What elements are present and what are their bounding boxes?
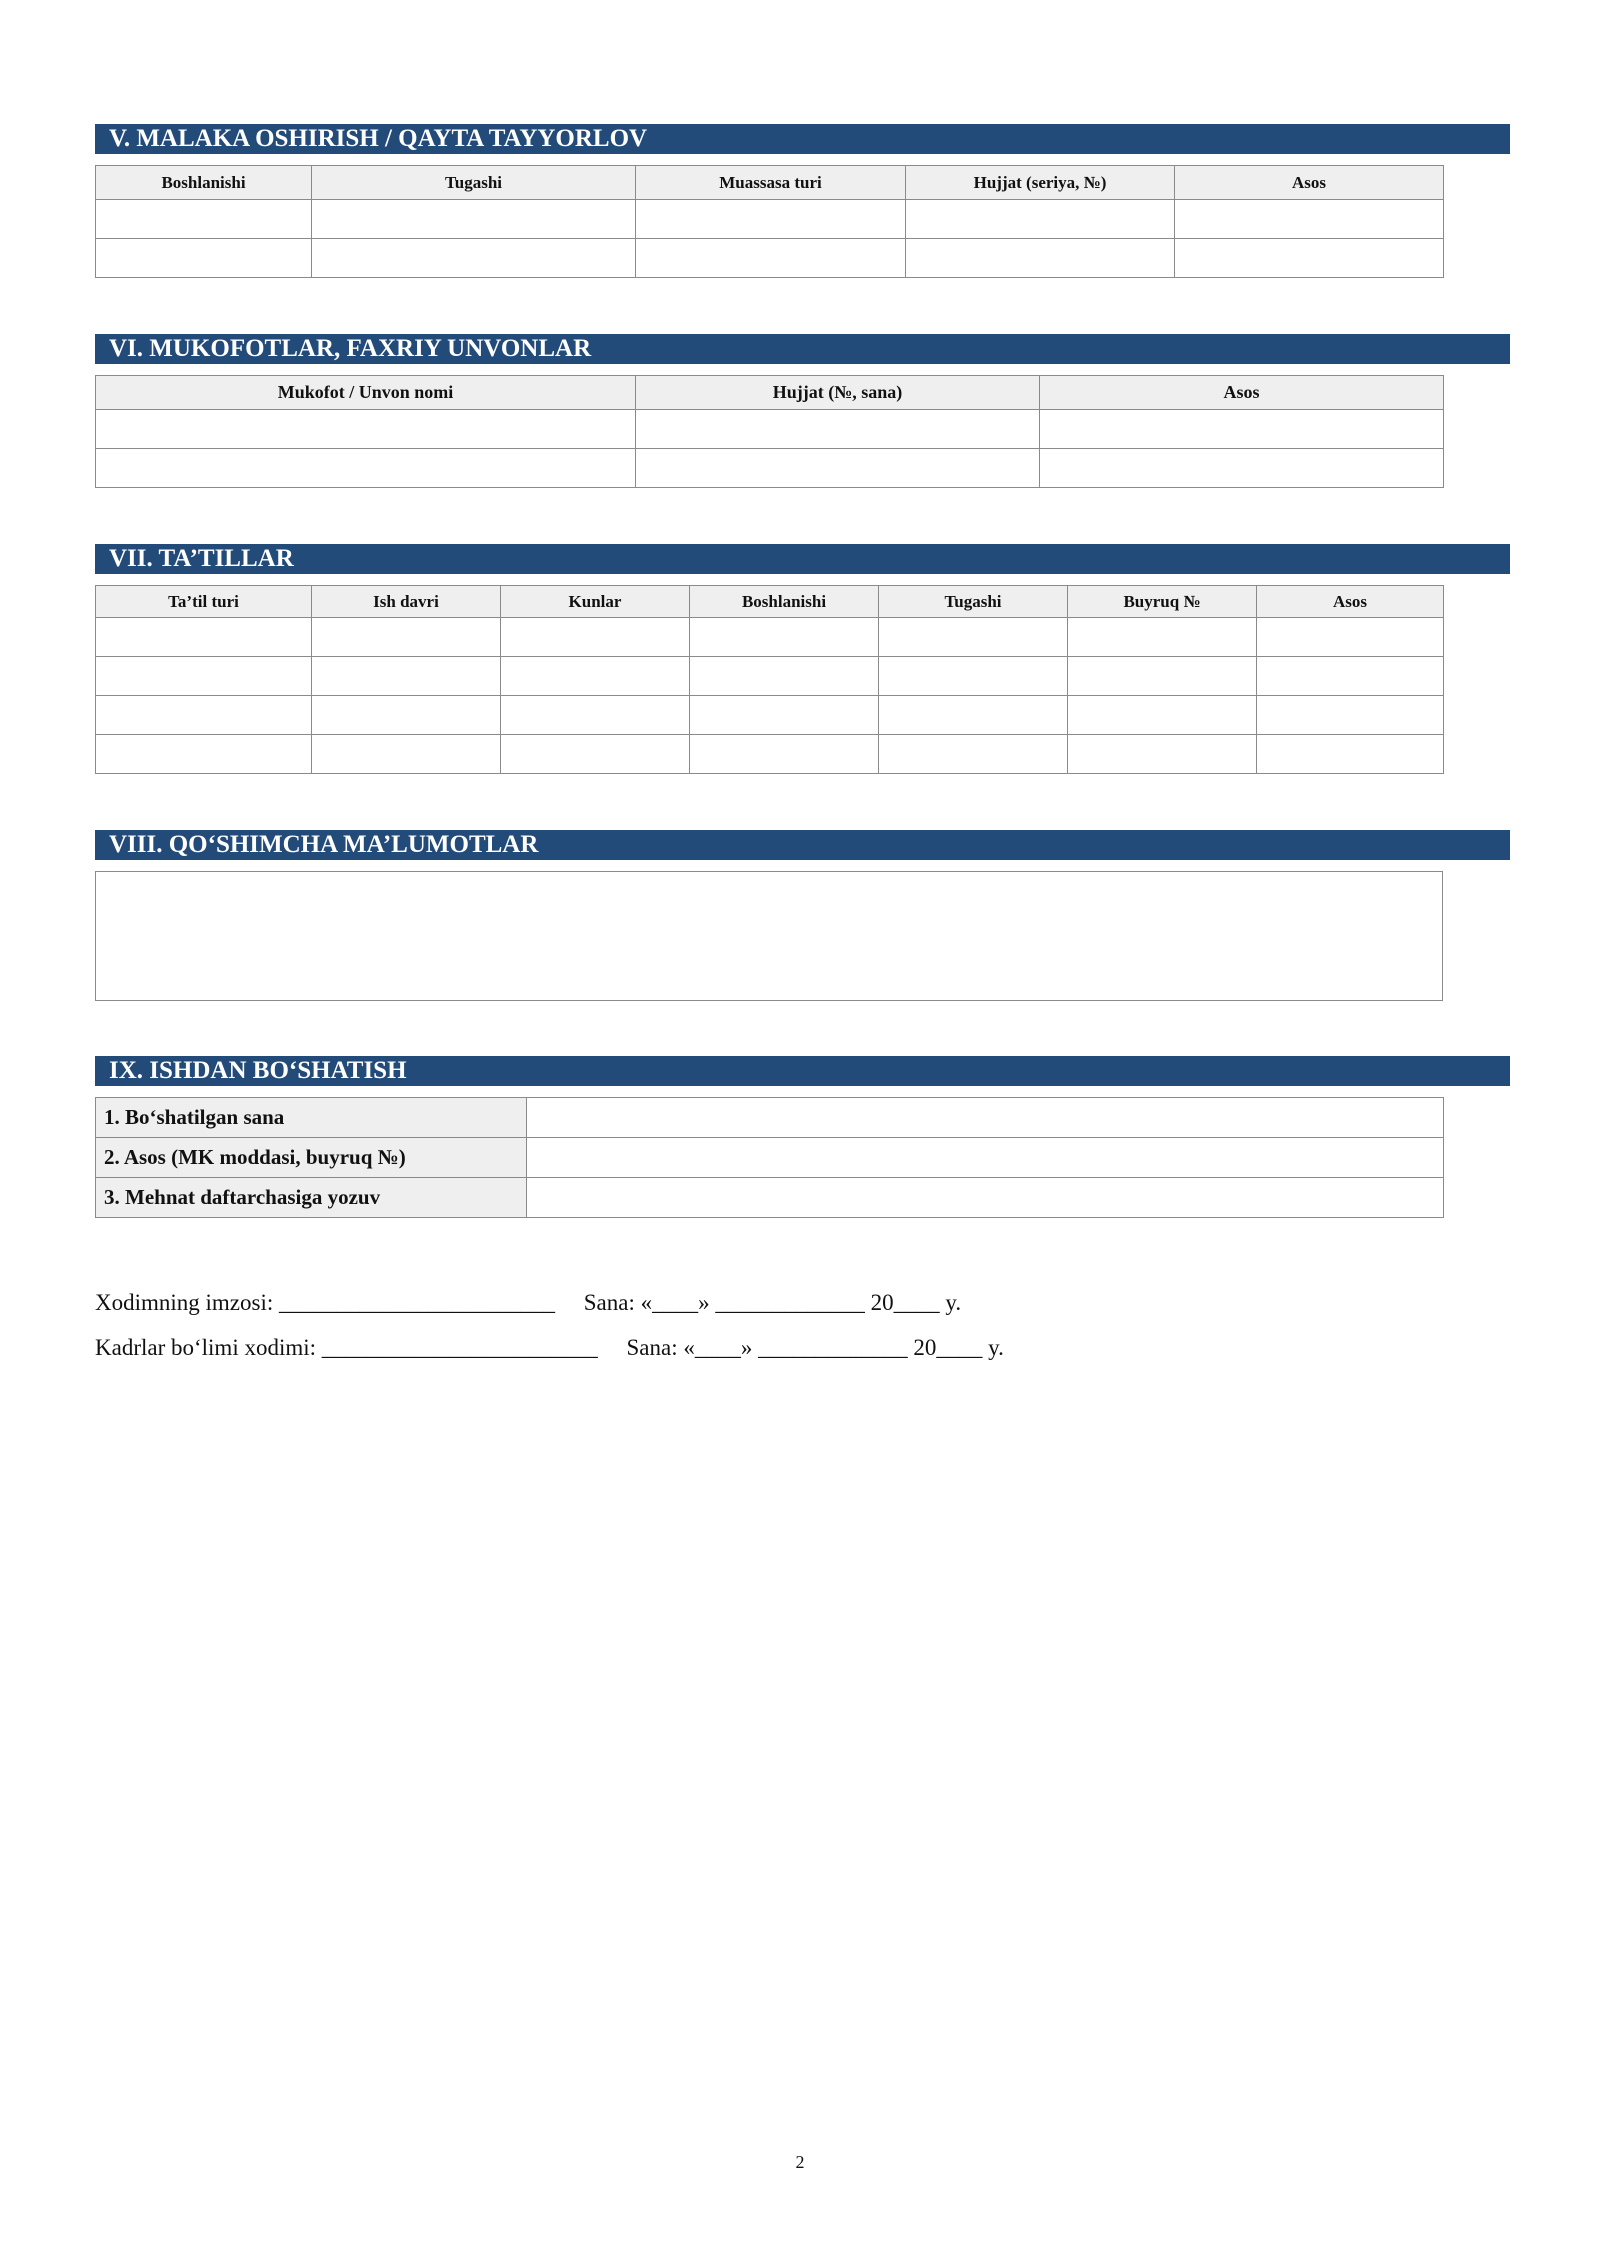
table-cell[interactable]: [636, 200, 906, 239]
column-header-document: Hujjat (seriya, №): [906, 166, 1175, 200]
table-row: [96, 657, 1444, 696]
table-cell[interactable]: [1068, 657, 1257, 696]
table-cell[interactable]: [1175, 239, 1444, 278]
table-cell[interactable]: [906, 239, 1175, 278]
dismissal-date-label: 1. Bo‘shatilgan sana: [96, 1098, 527, 1138]
page-number: 2: [795, 2152, 805, 2172]
table-cell[interactable]: [1175, 200, 1444, 239]
table-cell[interactable]: [96, 239, 312, 278]
dismissal-table: [95, 1097, 1444, 1218]
table-cell[interactable]: [906, 200, 1175, 239]
table-cell[interactable]: [312, 735, 501, 774]
table-cell[interactable]: [690, 618, 879, 657]
additional-info-box[interactable]: [95, 871, 1443, 1001]
section-title-training: V. MALAKA OSHIRISH / QAYTA TAYYORLOV: [95, 124, 1510, 154]
table-row: [96, 618, 1444, 657]
table-cell[interactable]: [690, 735, 879, 774]
column-header-days: Kunlar: [501, 586, 690, 618]
column-header-end: Tugashi: [312, 166, 636, 200]
table-cell[interactable]: [96, 618, 312, 657]
table-cell[interactable]: [96, 449, 636, 488]
section-title-additional-info: VIII. QO‘SHIMCHA MA’LUMOTLAR: [95, 830, 1510, 860]
table-cell[interactable]: [636, 449, 1040, 488]
vacations-table: [95, 585, 1444, 774]
column-header-work-period: Ish davri: [312, 586, 501, 618]
column-header-basis: Asos: [1040, 376, 1444, 410]
column-header-basis: Asos: [1257, 586, 1444, 618]
column-header-start: Boshlanishi: [690, 586, 879, 618]
column-header-institution: Muassasa turi: [636, 166, 906, 200]
dismissal-date-field[interactable]: [527, 1098, 1444, 1138]
employee-signature-line: Xodimning imzosi: ________________________ Sana: «____» _____________ 20____ y.: [95, 1290, 962, 1315]
section-title-awards: VI. MUKOFOTLAR, FAXRIY UNVONLAR: [95, 334, 1510, 364]
column-header-end: Tugashi: [879, 586, 1068, 618]
table-header-row: [96, 376, 1444, 410]
dismissal-basis-label: 2. Asos (MK moddasi, buyruq №): [96, 1138, 527, 1178]
table-cell[interactable]: [1040, 410, 1444, 449]
column-header-vacation-type: Ta’til turi: [96, 586, 312, 618]
training-table: [95, 165, 1444, 278]
table-cell[interactable]: [501, 735, 690, 774]
table-cell[interactable]: [1040, 449, 1444, 488]
table-row: [96, 696, 1444, 735]
table-cell[interactable]: [501, 657, 690, 696]
table-row: [96, 1178, 1444, 1218]
table-cell[interactable]: [96, 200, 312, 239]
workbook-entry-label: 3. Mehnat daftarchasiga yozuv: [96, 1178, 527, 1218]
table-cell[interactable]: [690, 696, 879, 735]
column-header-start: Boshlanishi: [96, 166, 312, 200]
section-title-dismissal: IX. ISHDAN BO‘SHATISH: [95, 1056, 1510, 1086]
table-header-row: [96, 166, 1444, 200]
table-cell[interactable]: [501, 618, 690, 657]
workbook-entry-field[interactable]: [527, 1178, 1444, 1218]
table-cell[interactable]: [312, 200, 636, 239]
table-cell[interactable]: [1257, 696, 1444, 735]
table-cell[interactable]: [879, 618, 1068, 657]
table-cell[interactable]: [1257, 657, 1444, 696]
table-cell[interactable]: [690, 657, 879, 696]
table-cell[interactable]: [879, 696, 1068, 735]
table-cell[interactable]: [1257, 735, 1444, 774]
table-row: [96, 410, 1444, 449]
table-cell[interactable]: [1068, 618, 1257, 657]
table-cell[interactable]: [879, 657, 1068, 696]
table-cell[interactable]: [1257, 618, 1444, 657]
table-row: [96, 200, 1444, 239]
table-cell[interactable]: [312, 618, 501, 657]
table-header-row: [96, 586, 1444, 618]
table-cell[interactable]: [96, 410, 636, 449]
table-cell[interactable]: [312, 696, 501, 735]
table-cell[interactable]: [501, 696, 690, 735]
section-title-vacations: VII. TA’TILLAR: [95, 544, 1510, 574]
column-header-order-number: Buyruq №: [1068, 586, 1257, 618]
table-row: [96, 449, 1444, 488]
table-row: [96, 239, 1444, 278]
table-cell[interactable]: [879, 735, 1068, 774]
awards-table: [95, 375, 1444, 488]
table-cell[interactable]: [312, 239, 636, 278]
column-header-document: Hujjat (№, sana): [636, 376, 1040, 410]
table-cell[interactable]: [1068, 735, 1257, 774]
column-header-basis: Asos: [1175, 166, 1444, 200]
column-header-award-name: Mukofot / Unvon nomi: [96, 376, 636, 410]
table-row: [96, 1138, 1444, 1178]
dismissal-basis-field[interactable]: [527, 1138, 1444, 1178]
table-cell[interactable]: [312, 657, 501, 696]
hr-signature-line: Kadrlar bo‘limi xodimi: ________________________ Sana: «____» _____________ 20____ y.: [95, 1335, 1004, 1360]
table-cell[interactable]: [96, 735, 312, 774]
table-cell[interactable]: [636, 410, 1040, 449]
table-cell[interactable]: [636, 239, 906, 278]
table-cell[interactable]: [96, 696, 312, 735]
table-row: [96, 735, 1444, 774]
table-cell[interactable]: [96, 657, 312, 696]
table-cell[interactable]: [1068, 696, 1257, 735]
table-row: [96, 1098, 1444, 1138]
